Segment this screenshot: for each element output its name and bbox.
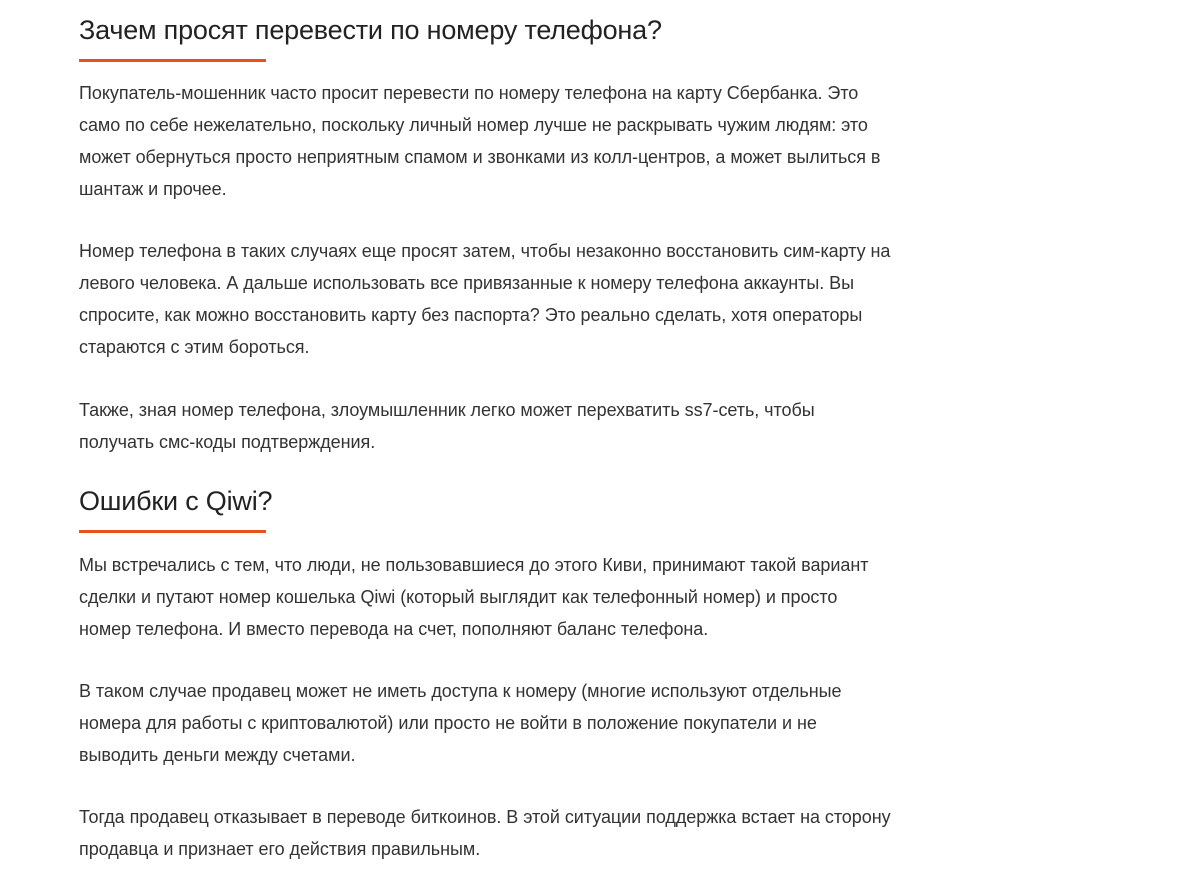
paragraph-line: Мы встречались с тем, что люди, не пользовавшиеся до этого Киви, принимают такой вариант xyxy=(79,555,869,575)
paragraph-line: Также, зная номер телефона, злоумышленник легко может перехватить ss7-сеть, чтобы xyxy=(79,400,815,420)
heading-underline-accent xyxy=(79,530,266,533)
section-heading-qiwi-errors: Ошибки с Qiwi? xyxy=(79,486,273,516)
paragraph-line: номера для работы с криптовалютой) или просто не войти в положение покупатели и не xyxy=(79,713,817,733)
paragraph-line: продавца и признает его действия правильным. xyxy=(79,839,481,859)
paragraph-line: может обернуться просто неприятным спамом и звонками из колл-центров, а может вылиться в xyxy=(79,147,881,167)
section-heading-phone-transfer: Зачем просят перевести по номеру телефона? xyxy=(79,15,662,45)
paragraph-line: левого человека. А дальше использовать все привязанные к номеру телефона аккаунты. Вы xyxy=(79,273,854,293)
paragraph-line: само по себе нежелательно, поскольку личный номер лучше не раскрывать чужим людям: это xyxy=(79,115,868,135)
paragraph-line: спросите, как можно восстановить карту без паспорта? Это реально сделать, хотя операторы xyxy=(79,305,863,325)
paragraph xyxy=(79,801,891,865)
paragraph-line: номер телефона. И вместо перевода на счет, пополняют баланс телефона. xyxy=(79,619,709,639)
paragraph-line: Номер телефона в таких случаях еще просят затем, чтобы незаконно восстановить сим-карту на xyxy=(79,241,891,261)
paragraph-line: В таком случае продавец может не иметь доступа к номеру (многие используют отдельные xyxy=(79,681,842,701)
paragraph-line: Тогда продавец отказывает в переводе биткоинов. В этой ситуации поддержка встает на сторону xyxy=(79,807,891,827)
paragraph-line: сделки и путают номер кошелька Qiwi (который выглядит как телефонный номер) и просто xyxy=(79,587,838,607)
paragraph xyxy=(79,235,890,363)
heading-underline-accent xyxy=(79,59,266,62)
paragraph-line: стараются с этим бороться. xyxy=(79,337,310,357)
paragraph-line: шантаж и прочее. xyxy=(79,179,227,199)
paragraph-line: выводить деньги между счетами. xyxy=(79,745,356,765)
paragraph xyxy=(79,77,880,205)
paragraph-line: получать смс-коды подтверждения. xyxy=(79,432,376,452)
paragraph xyxy=(79,549,868,645)
paragraph-line: Покупатель-мошенник часто просит перевести по номеру телефона на карту Сбербанка. Это xyxy=(79,83,859,103)
paragraph xyxy=(79,394,815,458)
paragraph xyxy=(79,675,841,771)
